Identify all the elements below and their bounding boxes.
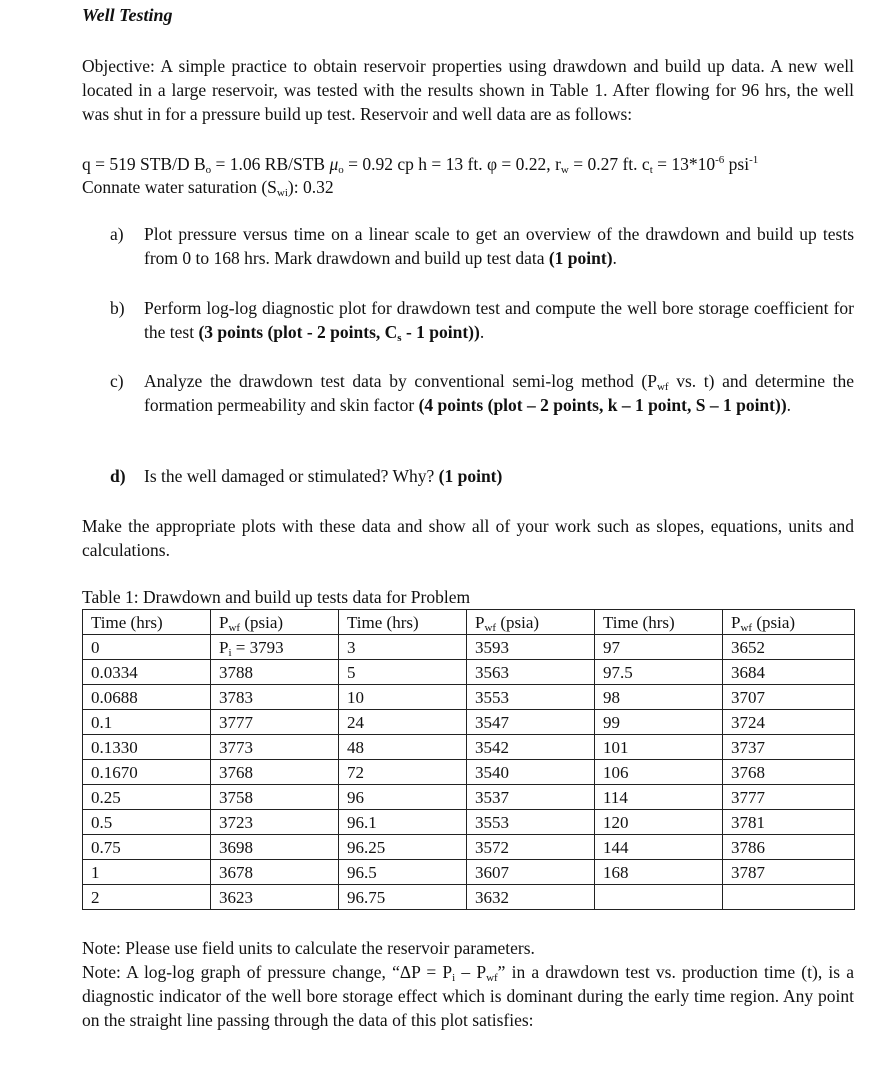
table-cell: 3707: [723, 685, 855, 710]
table-cell: 3607: [467, 860, 595, 885]
question-c: [110, 369, 854, 417]
table-cell: 96.75: [339, 885, 467, 910]
param-rw: $r_w = 0.27$ ft.: [555, 154, 638, 176]
reservoir-parameters: [82, 152, 758, 176]
table-cell: 48: [339, 735, 467, 760]
table-cell: $P_i = 3793$: [211, 635, 339, 660]
table-cell: 3: [339, 635, 467, 660]
table-cell: 97: [595, 635, 723, 660]
table-cell: 114: [595, 785, 723, 810]
table-row: [83, 735, 855, 760]
header-time: Time (hrs): [595, 610, 723, 635]
table-cell: 3678: [211, 860, 339, 885]
table-cell: 3698: [211, 835, 339, 860]
table-cell: 3572: [467, 835, 595, 860]
table-row: [83, 760, 855, 785]
table-cell: 99: [595, 710, 723, 735]
table-cell: 3783: [211, 685, 339, 710]
data-table: [82, 609, 855, 910]
table-row: [83, 685, 855, 710]
question-label: d): [110, 466, 126, 486]
table-cell: 3684: [723, 660, 855, 685]
table-cell: 101: [595, 735, 723, 760]
table-cell: 168: [595, 860, 723, 885]
document-title: Well Testing: [82, 5, 173, 25]
note-units: Note: Please use field units to calculate the reservoir parameters.: [82, 938, 535, 958]
table-cell: 106: [595, 760, 723, 785]
table-cell: 96: [339, 785, 467, 810]
table-cell: 3777: [723, 785, 855, 810]
table-cell: 96.5: [339, 860, 467, 885]
table-row: [83, 710, 855, 735]
header-pwf: $P_{wf}$ (psia): [211, 610, 339, 635]
question-a: [110, 222, 854, 270]
table-cell: 3724: [723, 710, 855, 735]
table-cell: 24: [339, 710, 467, 735]
table-cell: 3537: [467, 785, 595, 810]
table-cell: 3768: [723, 760, 855, 785]
table-cell: 0.1: [83, 710, 211, 735]
header-pwf: $P_{wf}$ (psia): [723, 610, 855, 635]
table-cell: 72: [339, 760, 467, 785]
instructions-paragraph: Make the appropriate plots with these data and show all of your work such as slopes, equations, units and calculations.: [82, 516, 854, 560]
table-cell: 3788: [211, 660, 339, 685]
question-text: Analyze the drawdown test data by conventional semi-log method ($P_{wf}$ vs. t) and determine the formation permeability and skin factor (4 points (plot – 2 points, k – 1 point, S – 1 point)).: [144, 371, 854, 415]
param-swi: Connate water saturation $(S_{wi})$: 0.32: [82, 177, 334, 199]
table-cell: 3768: [211, 760, 339, 785]
table-cell: 0.1670: [83, 760, 211, 785]
table-cell: 3723: [211, 810, 339, 835]
table-cell: 3781: [723, 810, 855, 835]
header-pwf: $P_{wf}$ (psia): [467, 610, 595, 635]
question-text: Plot pressure versus time on a linear scale to get an overview of the drawdown and build up tests from 0 to 168 hrs. Mark drawdown and build up test data (1 point).: [144, 224, 854, 268]
table-cell: 3593: [467, 635, 595, 660]
table-cell: 5: [339, 660, 467, 685]
question-label: a): [110, 224, 124, 244]
table-cell: 10: [339, 685, 467, 710]
table-cell: 96.25: [339, 835, 467, 860]
param-ct: $c_t = 13*10^{-6}$ psi$^{-1}$: [641, 154, 759, 176]
table-cell: [723, 885, 855, 910]
param-mu: $\mu_o = 0.92$ cp: [329, 154, 414, 176]
table-cell: 98: [595, 685, 723, 710]
question-label: b): [110, 298, 125, 318]
question-text: Is the well damaged or stimulated? Why? (1 point): [144, 466, 503, 486]
table-cell: 3540: [467, 760, 595, 785]
question-label: c): [110, 371, 124, 391]
table-cell: 3623: [211, 885, 339, 910]
table-cell: 0.25: [83, 785, 211, 810]
table-caption: Table 1: Drawdown and build up tests data for Problem: [82, 587, 471, 607]
table-cell: 0.75: [83, 835, 211, 860]
table-row: [83, 860, 855, 885]
header-time: Time (hrs): [83, 610, 211, 635]
table-cell: 0: [83, 635, 211, 660]
param-q: q = 519 STB/D: [82, 154, 190, 174]
param-bo: $B_o = 1.06$ RB/STB: [193, 154, 326, 176]
table-cell: 3553: [467, 810, 595, 835]
table-cell: 3737: [723, 735, 855, 760]
table-row: [83, 810, 855, 835]
table-cell: 1: [83, 860, 211, 885]
table-row: [83, 835, 855, 860]
table-cell: 3773: [211, 735, 339, 760]
table-cell: 3777: [211, 710, 339, 735]
notes-section: [82, 936, 854, 1032]
note-loglog: Note: A log-log graph of pressure change, “$\Delta P = P_i - P_{wf}$” in a drawdown test vs. production time (t), is a diagnostic indicator of the well bore storage effect which is dominant during the early time region. Any point on the straight line passing through the data of this plot satisfies:: [82, 962, 854, 1030]
table-cell: 0.5: [83, 810, 211, 835]
table-row: [83, 660, 855, 685]
table-cell: 3632: [467, 885, 595, 910]
table-cell: 3786: [723, 835, 855, 860]
question-d: [110, 464, 854, 488]
table-cell: 0.0688: [83, 685, 211, 710]
table-cell: 3652: [723, 635, 855, 660]
param-h: h = 13 ft.: [418, 154, 483, 174]
table-cell: 3542: [467, 735, 595, 760]
table-cell: 2: [83, 885, 211, 910]
question-text: Perform log-log diagnostic plot for drawdown test and compute the well bore storage coefficient for the test (3 points (plot - 2 points, $C_s - 1$ point)).: [144, 298, 854, 344]
table-cell: 3547: [467, 710, 595, 735]
table-cell: [595, 885, 723, 910]
table-cell: 3758: [211, 785, 339, 810]
table-cell: 144: [595, 835, 723, 860]
question-b: [110, 296, 854, 344]
table-cell: 3563: [467, 660, 595, 685]
param-phi: φ = 0.22,: [486, 154, 551, 174]
table-cell: 3787: [723, 860, 855, 885]
objective-paragraph: Objective: A simple practice to obtain reservoir properties using drawdown and build up data. A new well located in a large reservoir, was tested with the results shown in Table 1. After flowing for 96 hrs, the well was shut in for a pressure build up test. Reservoir and well data are as follows:: [82, 56, 854, 124]
table-cell: 96.1: [339, 810, 467, 835]
table-cell: 97.5: [595, 660, 723, 685]
table-row: [83, 785, 855, 810]
table-cell: 120: [595, 810, 723, 835]
table-header-row: [83, 610, 855, 635]
table-cell: 0.1330: [83, 735, 211, 760]
table-cell: 0.0334: [83, 660, 211, 685]
table-cell: 3553: [467, 685, 595, 710]
table-row: [83, 635, 855, 660]
header-time: Time (hrs): [339, 610, 467, 635]
table-row: [83, 885, 855, 910]
